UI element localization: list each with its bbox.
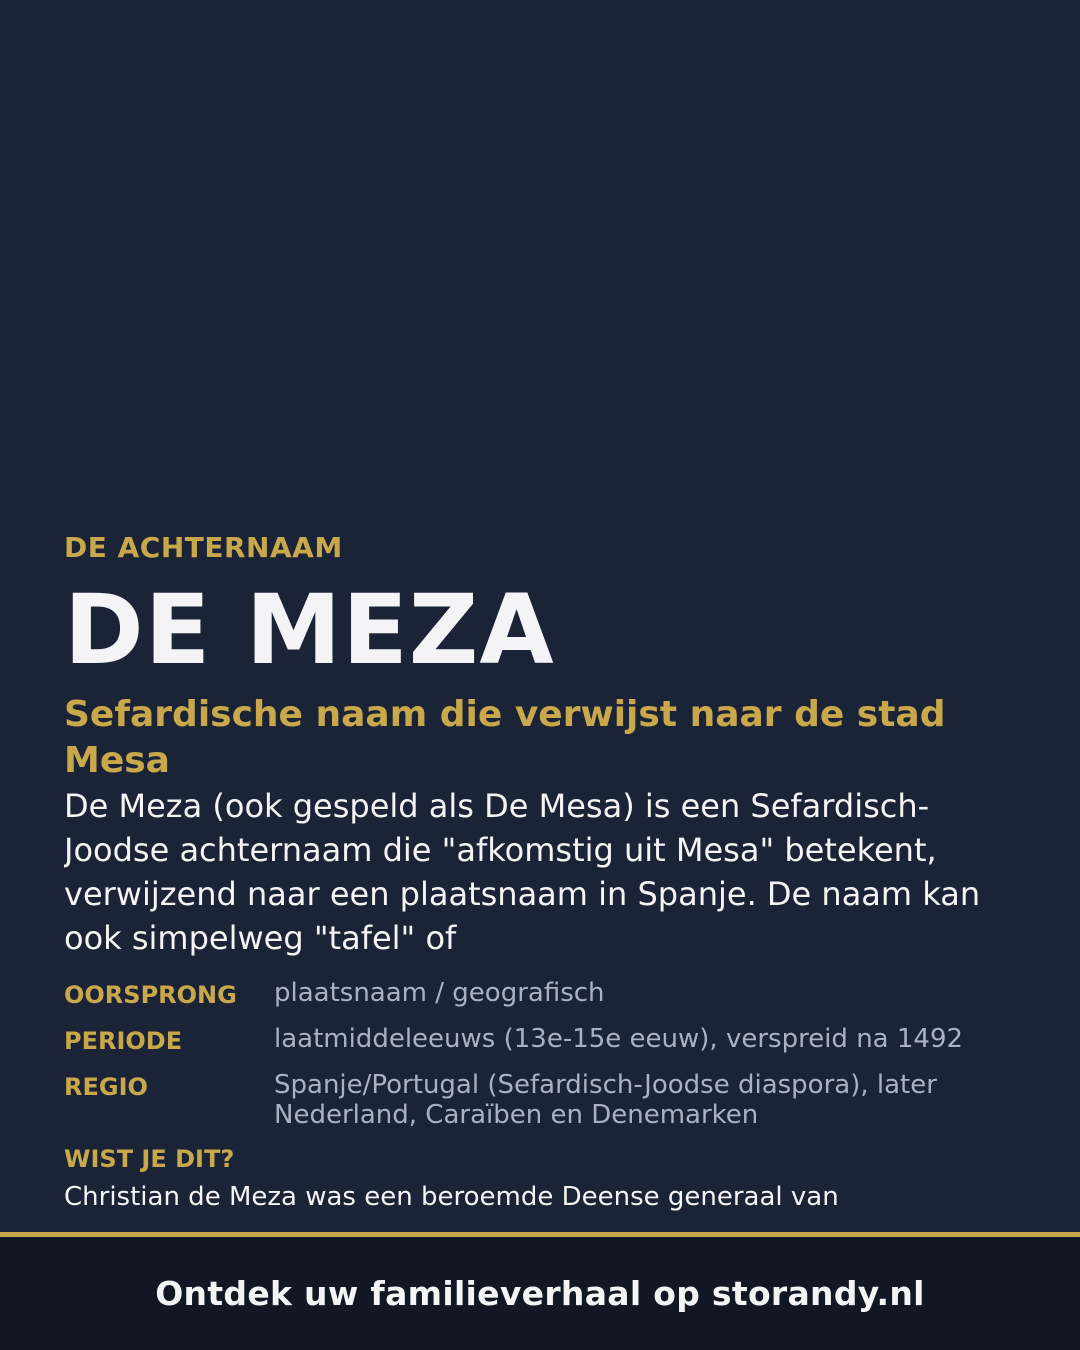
fact-label: OORSPRONG xyxy=(64,981,237,1009)
card-content xyxy=(64,530,1016,1214)
trivia-label: WIST JE DIT? xyxy=(64,1145,235,1173)
trivia-text: Christian de Meza was een beroemde Deense generaal van xyxy=(64,1182,839,1212)
fact-value: Spanje/Portugal (Sefardisch-Joodse diaspora), later Nederland, Caraïben en Denemarken xyxy=(274,1070,937,1130)
fact-value: plaatsnaam / geografisch xyxy=(274,978,605,1008)
facts-list xyxy=(64,978,1016,1130)
fact-row-region xyxy=(64,1070,1016,1130)
fact-label: REGIO xyxy=(64,1073,148,1101)
fact-row-origin xyxy=(64,978,1016,1010)
fact-label: PERIODE xyxy=(64,1027,183,1055)
surname-subtitle: Sefardische naam die verwijst naar de stad Mesa xyxy=(64,694,946,781)
eyebrow-label: DE ACHTERNAAM xyxy=(64,531,343,564)
surname-description: De Meza (ook gespeld als De Mesa) is een Sefardisch-Joodse achternaam die "afkomstig uit Mesa" betekent, verwijzend naar een plaatsnaam in Spanje. De naam kan ook simpelweg "tafel" of xyxy=(64,787,981,957)
fact-row-period xyxy=(64,1024,1016,1056)
footer-banner xyxy=(0,1232,1080,1350)
surname-title: DE MEZA xyxy=(64,574,555,686)
footer-cta: Ontdek uw familieverhaal op storandy.nl xyxy=(155,1274,925,1313)
fact-value: laatmiddeleeuws (13e-15e eeuw), verspreid na 1492 xyxy=(274,1024,964,1054)
